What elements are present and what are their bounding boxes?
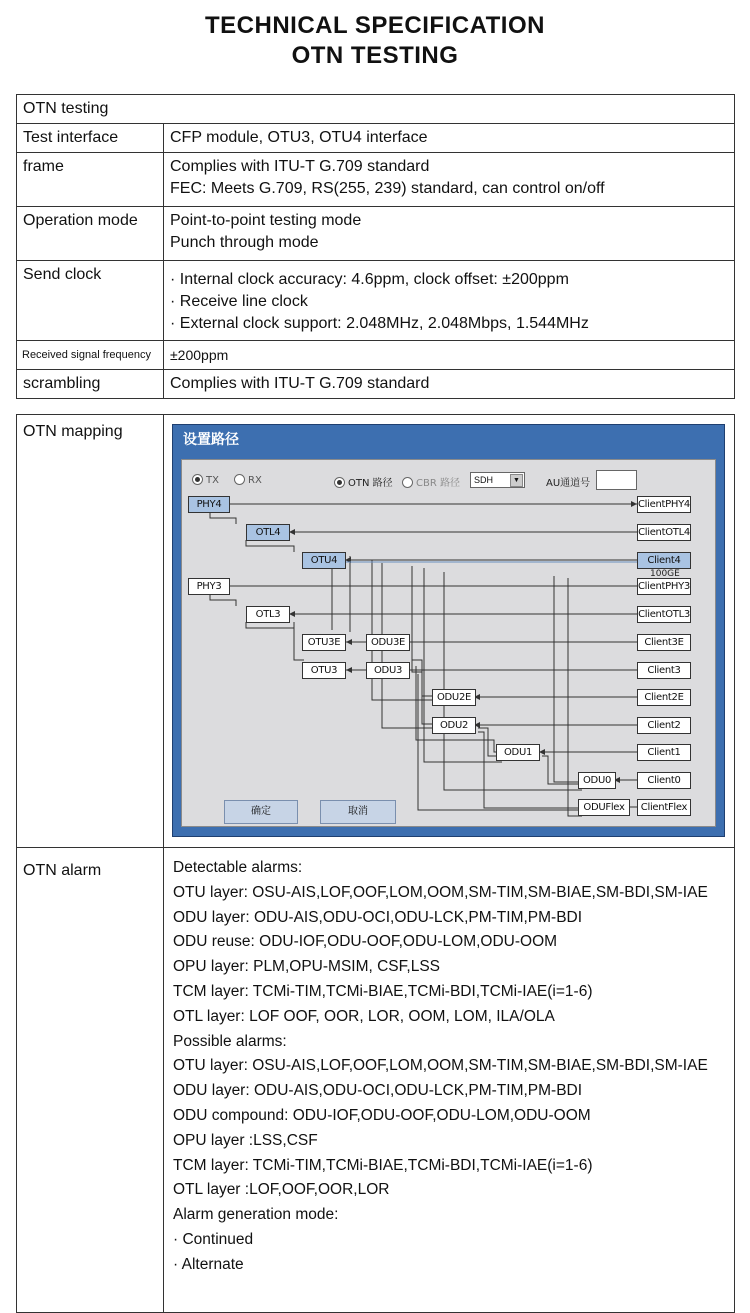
mapping-label: OTN mapping — [17, 415, 164, 848]
mapping-node[interactable]: PHY4 — [188, 496, 230, 513]
otn-path-radio[interactable] — [334, 474, 393, 489]
section-header: OTN testing — [17, 95, 735, 124]
send-clock-label: Send clock — [17, 261, 164, 341]
received-frequency-label: Received signal frequency — [17, 341, 164, 370]
send-clock-value — [164, 261, 735, 341]
client-node[interactable]: Client0 — [637, 772, 691, 789]
au-channel-input[interactable] — [596, 470, 637, 490]
rx-label: RX — [248, 475, 262, 486]
mapping-node[interactable]: ODU3 — [366, 662, 410, 679]
dialog-title: 设置路径 — [183, 432, 239, 448]
sdh-value: SDH — [474, 475, 494, 485]
mapping-node[interactable]: ODU1 — [496, 744, 540, 761]
mapping-node[interactable]: OTU4 — [302, 552, 346, 569]
alarm-line: OTL layer: LOF OOF, OOR, LOR, OOM, LOM, ILA/OLA — [173, 1007, 555, 1025]
alarm-line: Alarm generation mode: — [173, 1206, 339, 1224]
alarm-line: ODU reuse: ODU-IOF,ODU-OOF,ODU-LOM,ODU-OOM — [173, 933, 558, 951]
operation-mode-line: Point-to-point testing mode — [170, 212, 362, 229]
spec-table — [16, 94, 735, 399]
path-setup-dialog — [172, 424, 725, 837]
au-channel-label: AU通道号 — [546, 478, 591, 489]
alarm-line: Detectable alarms: — [173, 859, 303, 876]
doc-title-line2: OTN TESTING — [291, 42, 459, 69]
send-clock-line: · External clock support: 2.048MHz, 2.048Mbps, 1.544MHz — [170, 315, 589, 332]
operation-mode-label: Operation mode — [17, 207, 164, 261]
client4-rate: 100GE — [650, 569, 680, 579]
alarm-line: ODU compound: ODU-IOF,ODU-OOF,ODU-LOM,ODU-OOM — [173, 1106, 591, 1124]
mapping-node[interactable]: ODUFlex — [578, 799, 630, 816]
frame-line: FEC: Meets G.709, RS(255, 239) standard, can control on/off — [170, 180, 605, 197]
mapping-node[interactable]: OTL3 — [246, 606, 290, 623]
client-node[interactable]: ClientOTL3 — [637, 606, 691, 623]
alarm-line: ODU layer: ODU-AIS,ODU-OCI,ODU-LCK,PM-TIM,PM-BDI — [173, 1082, 583, 1100]
send-clock-line: · Receive line clock — [170, 293, 308, 310]
mapping-node[interactable]: OTU3 — [302, 662, 346, 679]
client-node[interactable]: ClientOTL4 — [637, 524, 691, 541]
frame-line: Complies with ITU-T G.709 standard — [170, 158, 430, 175]
send-clock-line: · Internal clock accuracy: 4.6ppm, clock offset: ±200ppm — [170, 271, 569, 288]
alarm-line: TCM layer: TCMi-TIM,TCMi-BIAE,TCMi-BDI,TCMi-IAE(i=1-6) — [173, 1156, 593, 1174]
client-node[interactable]: Client2 — [637, 717, 691, 734]
mapping-node[interactable]: PHY3 — [188, 578, 230, 595]
alarm-line: ODU layer: ODU-AIS,ODU-OCI,ODU-LCK,PM-TIM,PM-BDI — [173, 908, 583, 926]
confirm-button[interactable]: 确定 — [224, 800, 298, 824]
client-node[interactable]: ClientFlex — [637, 799, 691, 816]
frame-value — [164, 153, 735, 207]
alarm-line: OTU layer: OSU-AIS,LOF,OOF,LOM,OOM,SM-TIM,SM-BIAE,SM-BDI,SM-IAE — [173, 1057, 708, 1075]
alarm-cell — [164, 848, 735, 1313]
cancel-button[interactable]: 取消 — [320, 800, 396, 824]
client-node[interactable]: ClientPHY4 — [637, 496, 691, 513]
test-interface-label: Test interface — [17, 124, 164, 153]
cbr-path-label: CBR 路径 — [416, 478, 460, 489]
operation-mode-line: Punch through mode — [170, 234, 319, 251]
received-frequency-value: ±200ppm — [164, 341, 735, 370]
alarm-line: OPU layer: PLM,OPU-MSIM, CSF,LSS — [173, 958, 440, 976]
sdh-select[interactable] — [470, 472, 525, 488]
alarm-line: TCM layer: TCMi-TIM,TCMi-BIAE,TCMi-BDI,TCMi-IAE(i=1-6) — [173, 982, 593, 1000]
mapping-node[interactable]: ODU2E — [432, 689, 476, 706]
client-node[interactable]: Client3E — [637, 634, 691, 651]
alarm-line: Possible alarms: — [173, 1032, 287, 1050]
test-interface-value: CFP module, OTU3, OTU4 interface — [164, 124, 735, 153]
alarm-line: OTU layer: OSU-AIS,LOF,OOF,LOM,OOM,SM-TIM,SM-BIAE,SM-BDI,SM-IAE — [173, 883, 708, 901]
client-node[interactable]: Client4 — [637, 552, 691, 569]
client-node[interactable]: Client3 — [637, 662, 691, 679]
path-wires — [182, 460, 715, 826]
alarm-line: · Alternate — [173, 1255, 244, 1273]
alarm-line: OPU layer :LSS,CSF — [173, 1131, 318, 1149]
mapping-node[interactable]: ODU0 — [578, 772, 616, 789]
mapping-node[interactable]: OTL4 — [246, 524, 290, 541]
scrambling-value: Complies with ITU-T G.709 standard — [164, 370, 735, 399]
otn-path-label: OTN 路径 — [348, 478, 393, 489]
alarm-label: OTN alarm — [17, 848, 164, 1313]
mapping-node[interactable]: ODU2 — [432, 717, 476, 734]
cbr-path-radio[interactable] — [402, 474, 460, 489]
mapping-node[interactable]: OTU3E — [302, 634, 346, 651]
client-node[interactable]: Client1 — [637, 744, 691, 761]
alarm-line: OTL layer :LOF,OOF,OOR,LOR — [173, 1181, 390, 1199]
rx-radio[interactable] — [234, 474, 262, 486]
alarm-line: · Continued — [173, 1230, 254, 1248]
alarm-list — [173, 856, 728, 1278]
frame-label: frame — [17, 153, 164, 207]
chevron-down-icon: ▼ — [510, 474, 523, 487]
dialog-body — [181, 459, 716, 827]
mapping-node[interactable]: ODU3E — [366, 634, 410, 651]
client-node[interactable]: ClientPHY3 — [637, 578, 691, 595]
tx-label: TX — [206, 475, 219, 486]
doc-title-line1: TECHNICAL SPECIFICATION — [205, 12, 545, 39]
tx-radio[interactable] — [192, 474, 219, 486]
operation-mode-value — [164, 207, 735, 261]
client-node[interactable]: Client2E — [637, 689, 691, 706]
scrambling-label: scrambling — [17, 370, 164, 399]
